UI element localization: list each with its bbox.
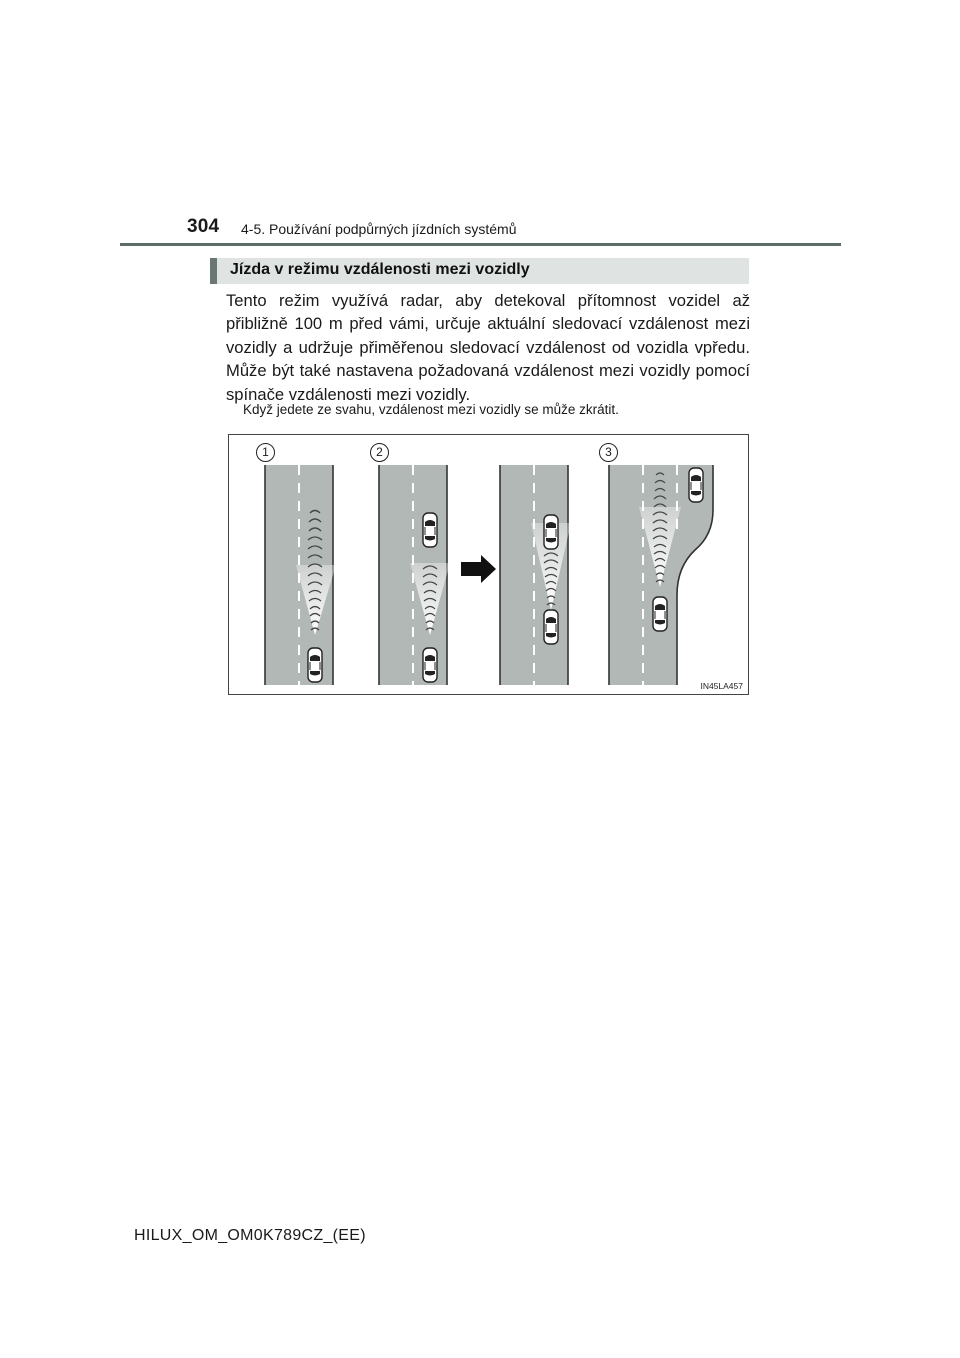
road-1 [265, 465, 336, 685]
note-text: Když jedete ze svahu, vzdálenost mezi vozidly se může zkrátit. [243, 402, 619, 417]
footer-document-code: HILUX_OM_OM0K789CZ_(EE) [134, 1227, 366, 1244]
arrow-right-icon [461, 555, 496, 583]
section-title: 4-5. Používání podpůrných jízdních systémů [241, 221, 517, 237]
subsection-title: Jízda v režimu vzdálenosti mezi vozidly [230, 261, 530, 278]
illustration [228, 434, 749, 695]
illustration-drawing [229, 435, 750, 696]
body-paragraph: Tento režim využívá radar, aby detekoval přítomnost vozidel až přibližně 100 m před vámi, určuje aktuální sledovací vzdálenost mezi vozidly a udržuje přiměřenou sledovací vzdálenost od vozidla vpředu. Může být také nastavena požadovaná vzdálenost mezi vozidly pomocí spínače vzdálenosti mezi vozidly. [226, 291, 750, 404]
road-4 [609, 465, 713, 685]
step-2-label: 2 [370, 443, 389, 462]
road-3 [500, 465, 571, 685]
page-number: 304 [187, 216, 220, 237]
subsection-bar [210, 258, 749, 284]
step-3-label: 3 [599, 443, 618, 462]
step-1-label: 1 [256, 443, 275, 462]
figure-code: IN45LA457 [700, 681, 743, 691]
road-2 [379, 465, 450, 685]
header-rule [120, 243, 841, 246]
